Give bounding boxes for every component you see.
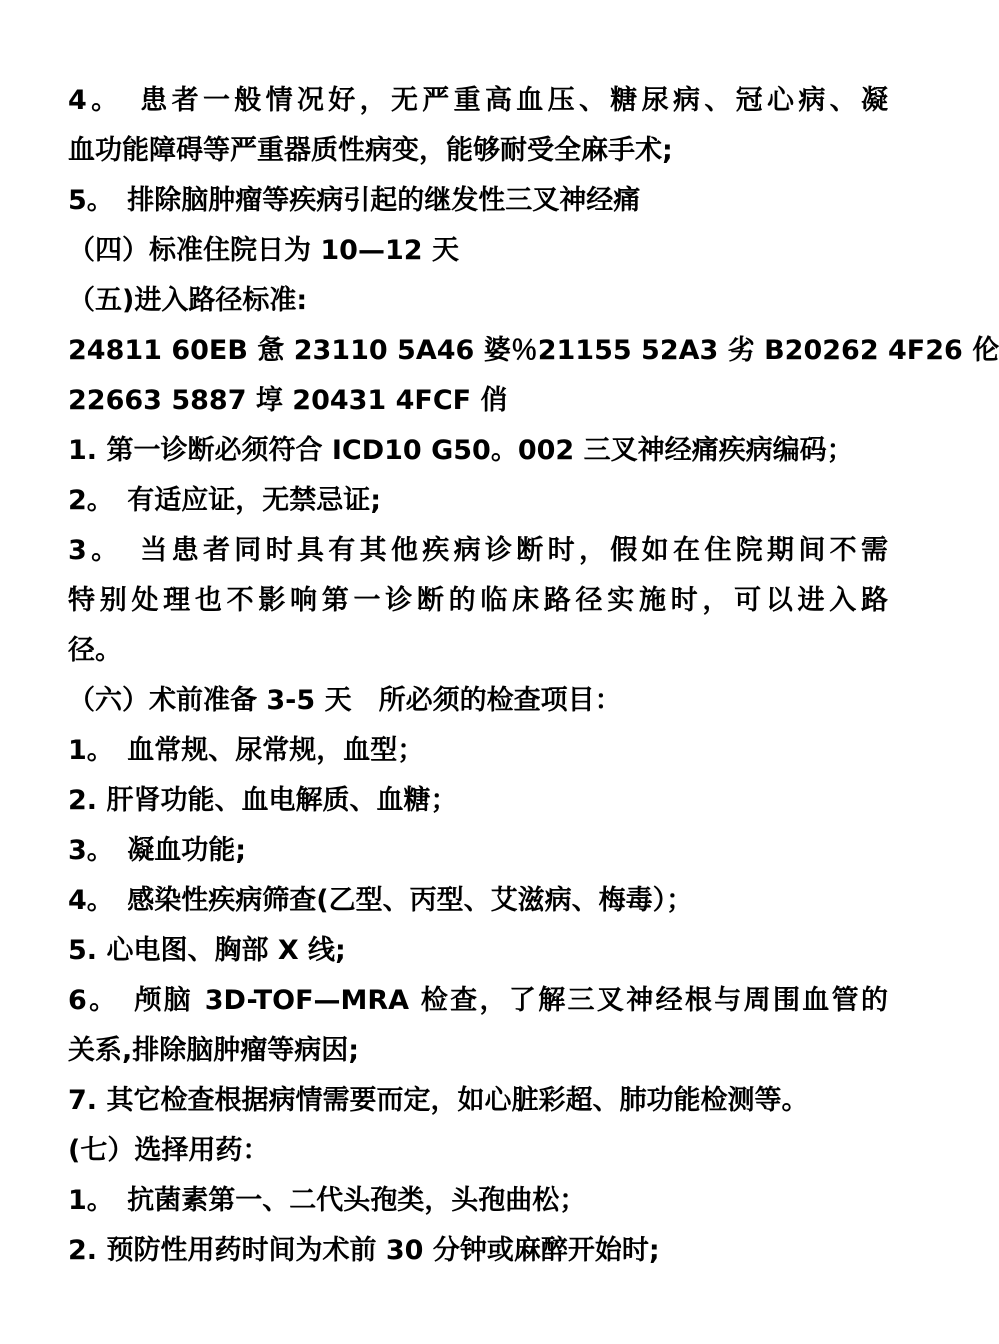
text-line: 1。 抗菌素第一、二代头孢类，头孢曲松； [68, 1185, 587, 1216]
text-line: 4。 患者一般情况好，无严重高血压、糖尿病、冠心病、凝 [68, 85, 888, 116]
text-line: 1。 血常规、尿常规，血型； [68, 735, 425, 766]
section-heading: （四）标准住院日为 10—12 天 [68, 235, 459, 266]
section-heading: （五)进入路径标准: [68, 285, 308, 316]
section-heading: （六）术前准备 3-5 天 所必须的检查项目： [68, 685, 622, 716]
text-line: 3。 凝血功能; [68, 835, 247, 866]
text-line: 特别处理也不影响第一诊断的临床路径实施时，可以进入路 [68, 585, 888, 616]
document-body [68, 76, 999, 1276]
text-line: 22663 5887 埻 20431 4FCF 俏 [68, 385, 508, 416]
text-line: 24811 60EB 惫 23110 5A46 婆％21155 52A3 劣 B20262 4F26 伦 [68, 335, 999, 366]
text-line: 7. 其它检查根据病情需要而定，如心脏彩超、肺功能检测等。 [68, 1085, 809, 1116]
text-line: 2. 预防性用药时间为术前 30 分钟或麻醉开始时; [68, 1235, 660, 1266]
text-line: 2. 肝肾功能、血电解质、血糖； [68, 785, 458, 816]
text-line: 4。 感染性疾病筛查(乙型、丙型、艾滋病、梅毒）； [68, 885, 694, 916]
text-line: 2。 有适应证，无禁忌证; [68, 485, 382, 516]
text-line: 5. 心电图、胸部 X 线; [68, 935, 346, 966]
section-heading: (七）选择用药： [68, 1135, 270, 1166]
text-line: 径。 [68, 635, 122, 666]
text-line: 关系,排除脑肿瘤等病因; [68, 1035, 360, 1066]
text-line: 6。 颅脑 3D-TOF—MRA 检查，了解三叉神经根与周围血管的 [68, 985, 888, 1016]
text-line: 血功能障碍等严重器质性病变，能够耐受全麻手术; [68, 135, 673, 166]
text-line: 5。 排除脑肿瘤等疾病引起的继发性三叉神经痛 [68, 185, 641, 216]
text-line: 1. 第一诊断必须符合 ICD10 G50。002 三叉神经痛疾病编码； [68, 435, 854, 466]
text-line: 3。 当患者同时具有其他疾病诊断时，假如在住院期间不需 [68, 535, 888, 566]
